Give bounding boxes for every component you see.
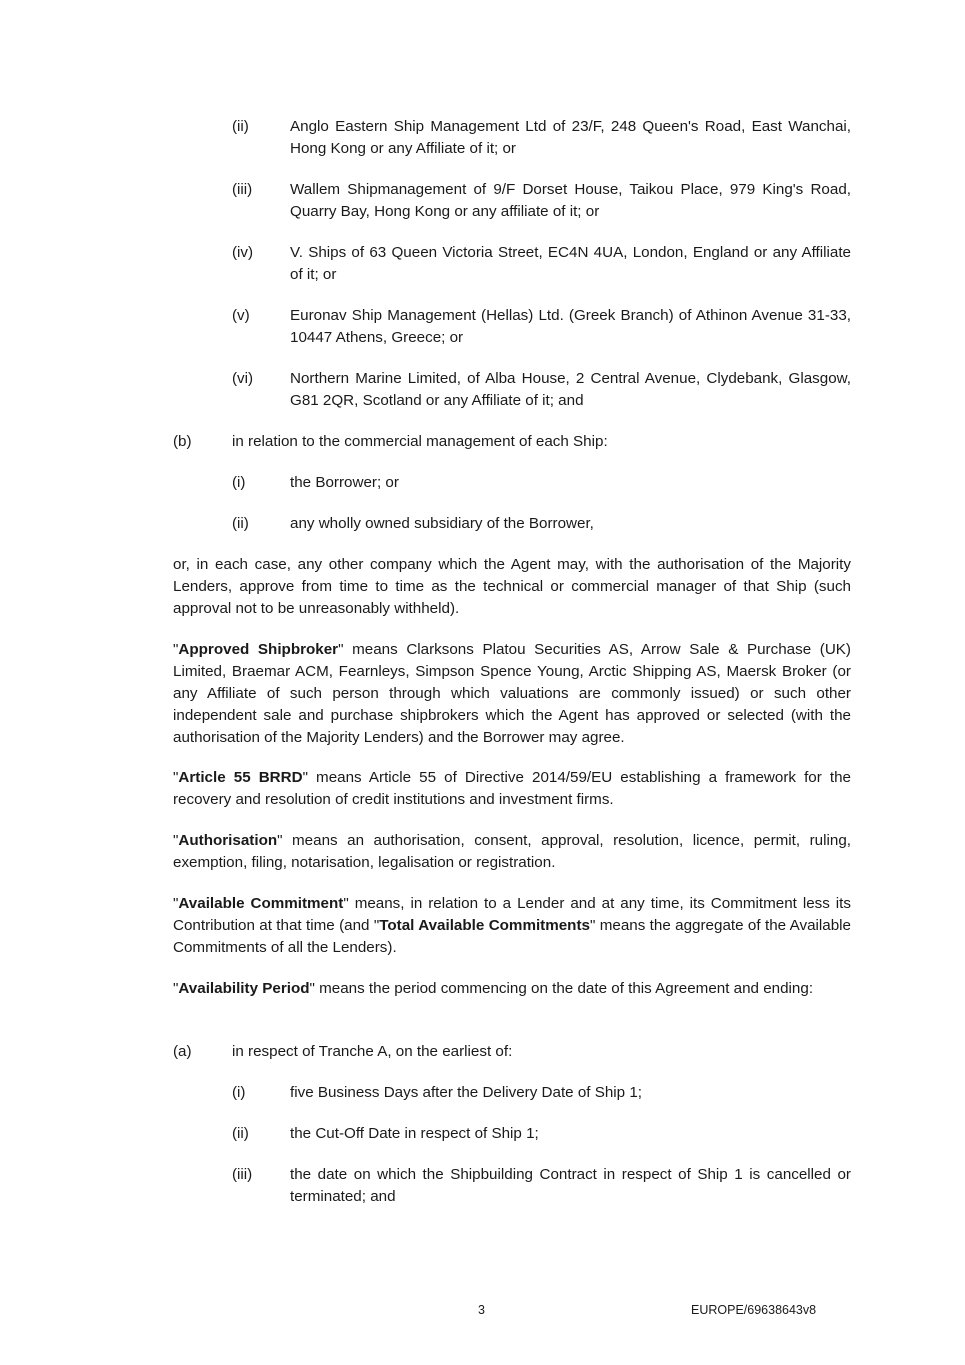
list-item-text: the Cut-Off Date in respect of Ship 1; — [290, 1125, 539, 1142]
list-number: (i) — [232, 1084, 246, 1101]
list-item-text: Anglo Eastern Ship Management Ltd of 23/F, 248 Queen's Road, East Wanchai, Hong Kong or any Affiliate of it; or — [290, 118, 851, 157]
defined-term: Available Commitment — [178, 895, 344, 912]
list-number: (v) — [232, 307, 250, 324]
list-item-text: Euronav Ship Management (Hellas) Ltd. (Greek Branch) of Athinon Avenue 31-33, 10447 Athens, Greece; or — [290, 307, 851, 346]
definition-approved-shipbroker: "Approved Shipbroker" means Clarksons Platou Securities AS, Arrow Sale & Purchase (UK) Limited, Braemar ACM, Fearnleys, Simpson Spence Young, Arctic Shipping AS, Maersk Broker (or any Affiliate of such person through which valuations are commonly issued) or such other independent sale and purchase shipbrokers which the Agent has approved or selected (with the authorisation of the Majority Lenders) and the Borrower may agree. — [173, 641, 851, 746]
definition-text: " means, in relation to a Lender and at any time, its Commitment less its Contribution at that time (and " — [173, 895, 851, 934]
list-number: (i) — [232, 474, 246, 491]
paragraph: or, in each case, any other company which the Agent may, with the authorisation of the Majority Lenders, approve from time to time as the technical or commercial manager of that Ship (such approval not to be unreasonably withheld). — [173, 556, 851, 617]
definition-article-55-brrd: "Article 55 BRRD" means Article 55 of Directive 2014/59/EU establishing a framework for the recovery and resolution of credit institutions and investment firms. — [173, 769, 851, 808]
definition-availability-period: "Availability Period" means the period commencing on the date of this Agreement and ending: — [173, 980, 814, 997]
defined-term: Total Available Commitments — [379, 917, 590, 934]
defined-term: Availability Period — [178, 980, 310, 997]
list-item-text: Northern Marine Limited, of Alba House, 2 Central Avenue, Clydebank, Glasgow, G81 2QR, Scotland or any Affiliate of it; and — [290, 370, 851, 409]
definition-text: " means Article 55 of Directive 2014/59/EU establishing a framework for the recovery and resolution of credit institutions and investment firms. — [173, 769, 851, 808]
definition-text: " means the aggregate of the Available Commitments of all the Lenders). — [173, 917, 851, 956]
list-number: (a) — [173, 1043, 192, 1060]
document-reference: EUROPE/69638643v8 — [691, 1303, 817, 1317]
definition-available-commitment: "Available Commitment" means, in relation to a Lender and at any time, its Commitment less its Contribution at that time (and "Total Available Commitments" means the aggregate of the Available Commitments of all the Lenders). — [173, 895, 851, 956]
defined-term: Authorisation — [178, 832, 278, 849]
list-item-text: the Borrower; or — [290, 474, 399, 491]
list-item-text: in relation to the commercial management of each Ship: — [232, 433, 608, 450]
list-number: (ii) — [232, 1125, 249, 1142]
list-number: (b) — [173, 433, 192, 450]
list-item-text: five Business Days after the Delivery Date of Ship 1; — [290, 1084, 643, 1101]
defined-term: Article 55 BRRD — [178, 769, 303, 786]
definition-text: " means an authorisation, consent, approval, resolution, licence, permit, ruling, exemption, filing, notarisation, legalisation or registration. — [173, 832, 851, 871]
definition-text: " means Clarksons Platou Securities AS, Arrow Sale & Purchase (UK) Limited, Braemar ACM, Fearnleys, Simpson Spence Young, Arctic Shipping AS, Maersk Broker (or any Affiliate of such person through which valuations are commonly issued) or such other independent sale and purchase shipbrokers which the Agent has approved or selected (with the authorisation of the Majority Lenders) and the Borrower may agree. — [173, 641, 851, 746]
list-number: (ii) — [232, 118, 249, 135]
list-item-text: any wholly owned subsidiary of the Borrower, — [290, 515, 594, 532]
list-number: (iii) — [232, 181, 253, 198]
defined-term: Approved Shipbroker — [178, 641, 339, 658]
list-item-text: V. Ships of 63 Queen Victoria Street, EC4N 4UA, London, England or any Affiliate of it; or — [290, 244, 851, 283]
list-item-text: the date on which the Shipbuilding Contract in respect of Ship 1 is cancelled or terminated; and — [290, 1166, 851, 1205]
list-number: (vi) — [232, 370, 254, 387]
page-number: 3 — [478, 1303, 485, 1317]
definition-authorisation: "Authorisation" means an authorisation, consent, approval, resolution, licence, permit, ruling, exemption, filing, notarisation, legalisation or registration. — [173, 832, 851, 871]
definition-text: " means the period commencing on the date of this Agreement and ending: — [309, 980, 814, 997]
list-number: (iv) — [232, 244, 254, 261]
list-item-text: Wallem Shipmanagement of 9/F Dorset House, Taikou Place, 979 King's Road, Quarry Bay, Hong Kong or any affiliate of it; or — [290, 181, 851, 220]
list-number: (iii) — [232, 1166, 253, 1183]
list-item-text: in respect of Tranche A, on the earliest of: — [232, 1043, 513, 1060]
list-number: (ii) — [232, 515, 249, 532]
